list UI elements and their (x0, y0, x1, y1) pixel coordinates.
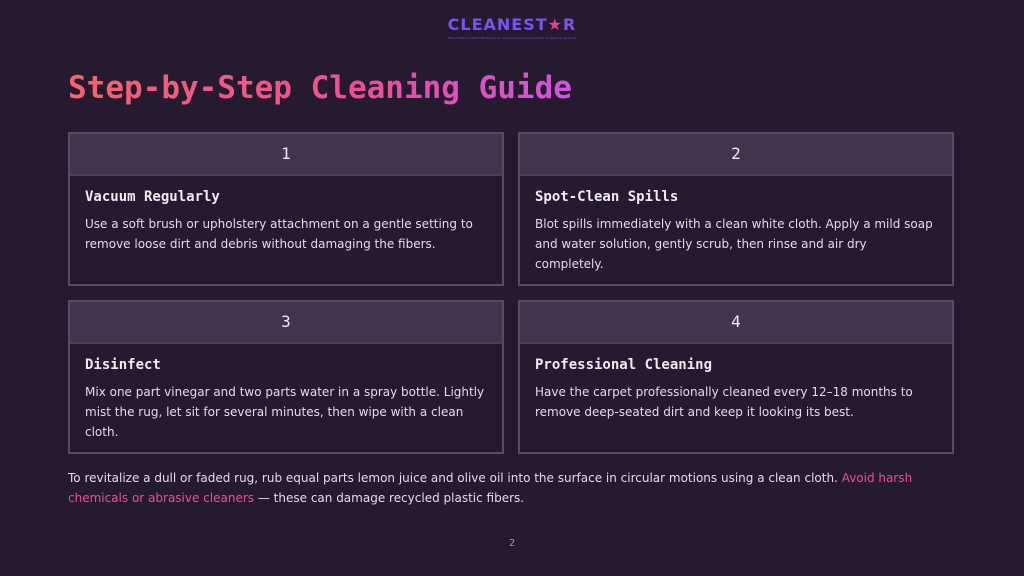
tip-paragraph (68, 468, 948, 508)
step-card-2 (518, 132, 954, 286)
step-card-1 (68, 132, 504, 286)
logo-star-icon: ★ (547, 15, 564, 34)
step-number: 1 (70, 134, 502, 176)
step-description: Use a soft brush or upholstery attachment on a gentle setting to remove loose dirt and debris without damaging the fibers. (85, 217, 473, 251)
step-card-4 (518, 300, 954, 454)
step-title: Disinfect (85, 357, 161, 373)
step-number: 3 (70, 302, 502, 344)
brand-logo (0, 15, 1024, 41)
step-card-3 (68, 300, 504, 454)
step-title: Spot-Clean Spills (535, 189, 679, 205)
step-description: Mix one part vinegar and two parts water in a spray bottle. Lightly mist the rug, let sit for several minutes, then wipe with a clean cloth. (85, 385, 485, 439)
logo-tagline: The Industry Trusted Gift Sender for Cleaning Products Outreach & Cleaning Solutions (447, 36, 577, 40)
page-number: 2 (508, 538, 516, 549)
tip-warning-reason: — these can damage recycled plastic fibers. (254, 491, 525, 505)
step-title: Vacuum Regularly (85, 189, 220, 205)
step-number: 4 (520, 302, 952, 344)
tip-warning: Avoid harsh chemicals or abrasive cleaners (68, 471, 913, 505)
step-description: Have the carpet professionally cleaned every 12–18 months to remove deep-seated dirt and keep it looking its best. (535, 385, 913, 419)
step-description: Blot spills immediately with a clean white cloth. Apply a mild soap and water solution, gently scrub, then rinse and air dry completely. (535, 217, 933, 271)
tip-text: To revitalize a dull or faded rug, rub equal parts lemon juice and olive oil into the surface in circular motions using a clean cloth. (68, 471, 838, 485)
step-number: 2 (520, 134, 952, 176)
logo-wordmark: CLEANEST★R (447, 15, 577, 34)
step-title: Professional Cleaning (535, 357, 713, 373)
page-title: Step-by-Step Cleaning Guide (68, 70, 572, 106)
